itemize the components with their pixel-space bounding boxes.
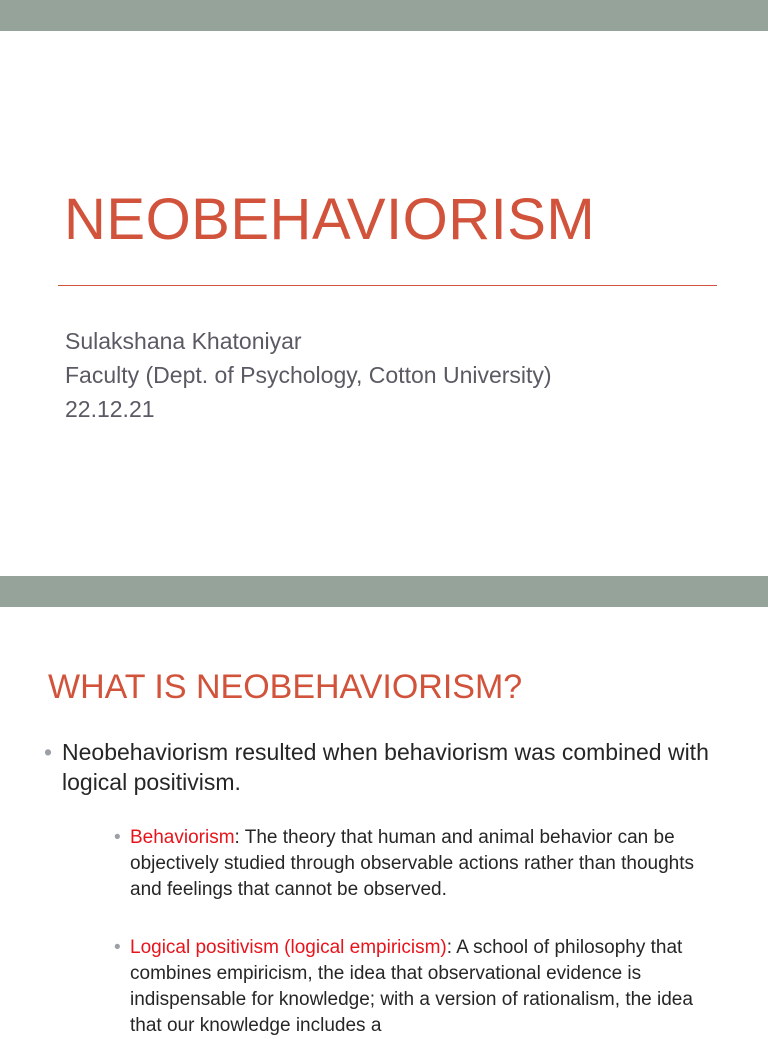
term-label: Logical positivism (logical empiricism) — [130, 937, 447, 958]
sub-list-item — [114, 825, 724, 903]
term-definition: : The theory that human and animal behavior can be objectively studied through observable actions rather than thoughts and feelings that cannot be observed. — [130, 827, 695, 900]
author-affiliation: Faculty (Dept. of Psychology, Cotton University) — [65, 362, 552, 388]
sub-bullet-text — [114, 825, 724, 903]
bullet-icon: • — [114, 827, 121, 848]
term-definition: : A school of philosophy that combines empiricism, the idea that observational evidence is indispensable for knowledge; with a version of rationalism, the idea that our knowledge includes a — [130, 937, 693, 1036]
presentation-date: 22.12.21 — [65, 396, 155, 422]
bullet-text: Neobehaviorism resulted when behaviorism was combined with logical positivism. — [62, 739, 709, 795]
sub-list-item — [114, 935, 724, 1039]
slide-divider-band — [0, 576, 768, 607]
author-name: Sulakshana Khatoniyar — [65, 328, 302, 354]
slide-title: NEOBEHAVIORISM — [64, 187, 596, 252]
bullet-icon: • — [114, 937, 121, 958]
bullet-icon: • — [44, 739, 53, 765]
subtitle-block — [65, 324, 552, 426]
list-item — [44, 737, 734, 797]
term-label: Behaviorism — [130, 827, 235, 848]
header-band — [0, 0, 768, 31]
slide-heading: WHAT IS NEOBEHAVIORISM? — [48, 668, 523, 706]
sub-bullet-text — [114, 935, 724, 1039]
title-divider — [58, 285, 717, 286]
